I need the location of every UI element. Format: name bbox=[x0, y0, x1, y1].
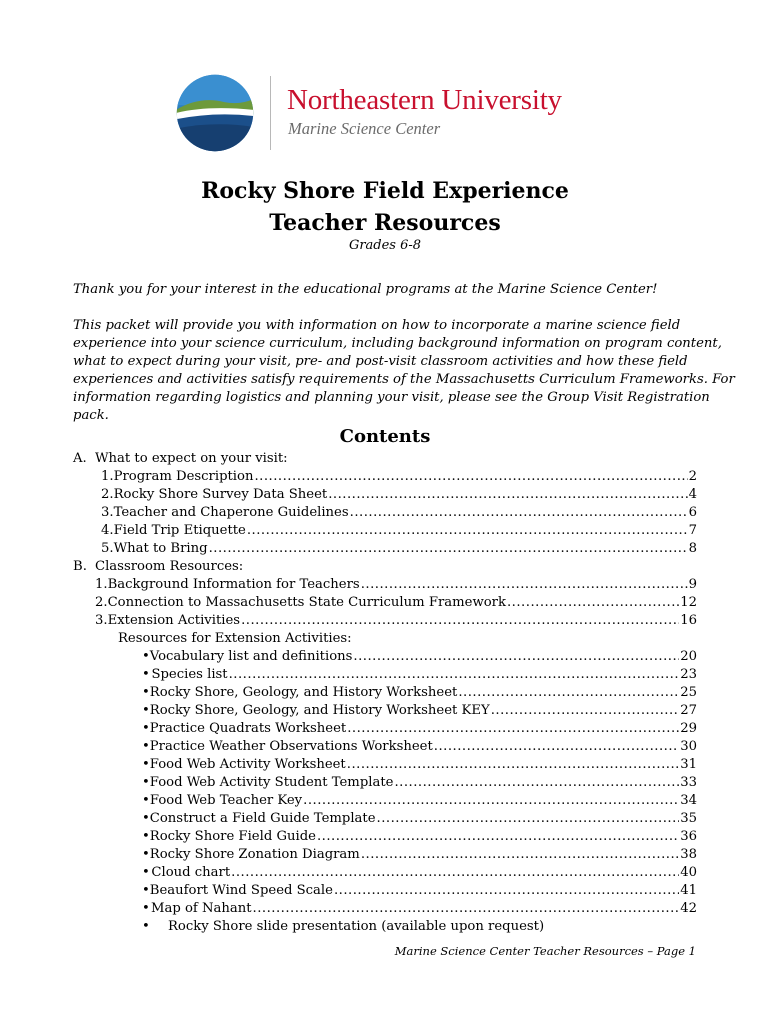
toc-marker: 3. bbox=[95, 613, 108, 628]
packet-line: what to expect during your visit, pre- and post-visit classroom activities and how these field bbox=[73, 354, 688, 370]
logo-divider bbox=[270, 76, 271, 150]
page-footer: Marine Science Center Teacher Resources – Page 1 bbox=[394, 944, 696, 958]
toc-label: Beaufort Wind Speed Scale bbox=[149, 883, 333, 898]
toc-page: 34 bbox=[680, 793, 697, 808]
toc-marker: A. bbox=[73, 451, 87, 466]
toc-page: 42 bbox=[680, 901, 697, 916]
bullet-icon: • bbox=[142, 865, 150, 880]
toc-page: 33 bbox=[680, 775, 697, 790]
toc-resource[interactable] bbox=[142, 918, 544, 936]
toc-leader bbox=[254, 468, 687, 486]
toc-label: Teacher and Chaperone Guidelines bbox=[113, 505, 349, 520]
toc-leader bbox=[303, 792, 679, 810]
toc-label: Background Information for Teachers bbox=[107, 577, 360, 592]
toc-label: Connection to Massachusetts State Curriculum Framework bbox=[107, 595, 506, 610]
packet-line: pack. bbox=[73, 408, 109, 424]
toc-leader bbox=[434, 738, 679, 756]
toc-label: Rocky Shore Zonation Diagram bbox=[149, 847, 360, 862]
toc-page: 40 bbox=[680, 865, 697, 880]
toc-leader bbox=[347, 720, 679, 738]
toc-marker: B. bbox=[73, 559, 87, 574]
toc-page: 25 bbox=[680, 685, 697, 700]
toc-resource[interactable] bbox=[142, 900, 697, 918]
toc-marker: 4. bbox=[101, 523, 114, 538]
toc-label: Rocky Shore slide presentation (available upon request) bbox=[168, 919, 545, 934]
toc-leader bbox=[353, 648, 679, 666]
toc-leader bbox=[247, 522, 688, 540]
toc-label: What to Bring bbox=[113, 541, 208, 556]
toc-item[interactable] bbox=[95, 576, 697, 594]
toc-page: 7 bbox=[688, 523, 697, 538]
toc-resource[interactable] bbox=[142, 774, 697, 792]
toc-page: 27 bbox=[680, 703, 697, 718]
toc-page: 6 bbox=[688, 505, 697, 520]
toc-item[interactable] bbox=[95, 594, 697, 612]
packet-line: information regarding logistics and planning your visit, please see the Group Visit Registration bbox=[73, 390, 710, 406]
toc-item[interactable] bbox=[101, 504, 697, 522]
bullet-icon: • bbox=[142, 649, 150, 664]
toc-leader bbox=[317, 828, 679, 846]
toc-marker: 5. bbox=[101, 541, 114, 556]
toc-item[interactable] bbox=[101, 522, 697, 540]
toc-label: Rocky Shore, Geology, and History Worksheet bbox=[149, 685, 458, 700]
toc-leader bbox=[394, 774, 679, 792]
bullet-icon: • bbox=[142, 829, 150, 844]
bullet-icon: • bbox=[142, 685, 150, 700]
bullet-icon: • bbox=[142, 721, 150, 736]
toc-leader bbox=[507, 594, 679, 612]
marine-science-center-logo bbox=[176, 74, 254, 152]
packet-line: experiences and activities satisfy requirements of the Massachusetts Curriculum Frameworks. For bbox=[73, 372, 735, 388]
resources-heading: Resources for Extension Activities: bbox=[118, 631, 352, 646]
bullet-icon: • bbox=[142, 919, 150, 934]
toc-leader bbox=[209, 540, 688, 558]
packet-paragraph bbox=[73, 317, 735, 426]
toc-resource[interactable] bbox=[142, 828, 697, 846]
toc-section-b bbox=[73, 558, 243, 576]
toc-page: 12 bbox=[680, 595, 697, 610]
toc-label: Practice Quadrats Worksheet bbox=[149, 721, 347, 736]
toc-item[interactable] bbox=[101, 468, 697, 486]
toc-leader bbox=[334, 882, 679, 900]
bullet-icon: • bbox=[142, 811, 150, 826]
toc-marker: 2. bbox=[101, 487, 114, 502]
toc-marker: 3. bbox=[101, 505, 114, 520]
toc-leader bbox=[253, 900, 680, 918]
toc-item[interactable] bbox=[101, 486, 697, 504]
toc-item[interactable] bbox=[95, 612, 697, 630]
toc-leader bbox=[361, 846, 679, 864]
toc-page: 36 bbox=[680, 829, 697, 844]
toc-leader bbox=[328, 486, 687, 504]
toc-resource[interactable] bbox=[142, 666, 697, 684]
toc-label: Practice Weather Observations Worksheet bbox=[149, 739, 433, 754]
toc-page: 35 bbox=[680, 811, 697, 826]
toc-leader bbox=[241, 612, 679, 630]
toc-resource[interactable] bbox=[142, 792, 697, 810]
toc-page: 41 bbox=[680, 883, 697, 898]
toc-label: Map of Nahant bbox=[150, 901, 252, 916]
toc-leader bbox=[377, 810, 680, 828]
toc-leader bbox=[361, 576, 688, 594]
toc-label: Food Web Activity Student Template bbox=[149, 775, 394, 790]
packet-line: experience into your science curriculum, including background information on program content, bbox=[73, 336, 722, 352]
toc-label: Cloud chart bbox=[151, 865, 231, 880]
toc-resource[interactable] bbox=[142, 684, 697, 702]
toc-label: Species list bbox=[151, 667, 228, 682]
toc-page: 38 bbox=[680, 847, 697, 862]
toc-marker: 1. bbox=[95, 577, 108, 592]
toc-leader bbox=[350, 504, 688, 522]
toc-label: Rocky Shore Field Guide bbox=[149, 829, 316, 844]
bullet-icon: • bbox=[142, 883, 150, 898]
toc-resource[interactable] bbox=[142, 648, 697, 666]
bullet-icon: • bbox=[142, 901, 150, 916]
toc-label: What to expect on your visit: bbox=[95, 451, 288, 466]
toc-leader bbox=[231, 864, 679, 882]
document-title: Rocky Shore Field Experience bbox=[201, 178, 569, 204]
grade-level: Grades 6-8 bbox=[348, 238, 422, 253]
bullet-icon: • bbox=[142, 775, 150, 790]
bullet-icon: • bbox=[142, 757, 150, 772]
toc-leader bbox=[347, 756, 679, 774]
toc-resource[interactable] bbox=[142, 864, 697, 882]
toc-page: 4 bbox=[688, 487, 697, 502]
toc-marker: 2. bbox=[95, 595, 108, 610]
toc-page: 30 bbox=[680, 739, 697, 754]
toc-page: 9 bbox=[688, 577, 697, 592]
toc-label: Classroom Resources: bbox=[95, 559, 244, 574]
toc-label: Rocky Shore Survey Data Sheet bbox=[113, 487, 328, 502]
bullet-icon: • bbox=[142, 703, 150, 718]
toc-label: Extension Activities bbox=[107, 613, 241, 628]
toc-leader bbox=[458, 684, 679, 702]
toc-page: 20 bbox=[680, 649, 697, 664]
toc-resource[interactable] bbox=[142, 720, 697, 738]
toc-label: Program Description bbox=[113, 469, 254, 484]
toc-page: 23 bbox=[680, 667, 697, 682]
toc-label: Food Web Teacher Key bbox=[149, 793, 303, 808]
document-subtitle: Teacher Resources bbox=[269, 210, 501, 236]
bullet-icon: • bbox=[142, 793, 150, 808]
toc-label: Food Web Activity Worksheet bbox=[149, 757, 346, 772]
toc-leader bbox=[229, 666, 680, 684]
packet-line: This packet will provide you with information on how to incorporate a marine science field bbox=[73, 318, 681, 333]
toc-resource[interactable] bbox=[142, 702, 697, 720]
toc-resource[interactable] bbox=[142, 756, 697, 774]
contents-heading: Contents bbox=[339, 426, 431, 447]
bullet-icon: • bbox=[142, 667, 150, 682]
toc-label: Vocabulary list and definitions bbox=[149, 649, 353, 664]
toc-resource[interactable] bbox=[142, 738, 697, 756]
toc-label: Field Trip Etiquette bbox=[113, 523, 246, 538]
bullet-icon: • bbox=[142, 847, 150, 862]
university-name: Northeastern University bbox=[287, 84, 562, 116]
toc-page: 2 bbox=[688, 469, 697, 484]
toc-page: 29 bbox=[680, 721, 697, 736]
toc-page: 8 bbox=[688, 541, 697, 556]
toc-page: 16 bbox=[680, 613, 697, 628]
intro-paragraph: Thank you for your interest in the educational programs at the Marine Science Center! bbox=[73, 282, 658, 297]
toc-label: Rocky Shore, Geology, and History Worksheet KEY bbox=[149, 703, 490, 718]
toc-marker: 1. bbox=[101, 469, 114, 484]
center-name: Marine Science Center bbox=[288, 119, 441, 138]
toc-leader bbox=[491, 702, 680, 720]
toc-resource[interactable] bbox=[142, 810, 697, 828]
toc-resource[interactable] bbox=[142, 882, 697, 900]
toc-item[interactable] bbox=[101, 540, 697, 558]
toc-page: 31 bbox=[680, 757, 697, 772]
toc-resource[interactable] bbox=[142, 846, 697, 864]
toc-label: Construct a Field Guide Template bbox=[149, 811, 376, 826]
bullet-icon: • bbox=[142, 739, 150, 754]
toc-section-a bbox=[73, 450, 288, 468]
